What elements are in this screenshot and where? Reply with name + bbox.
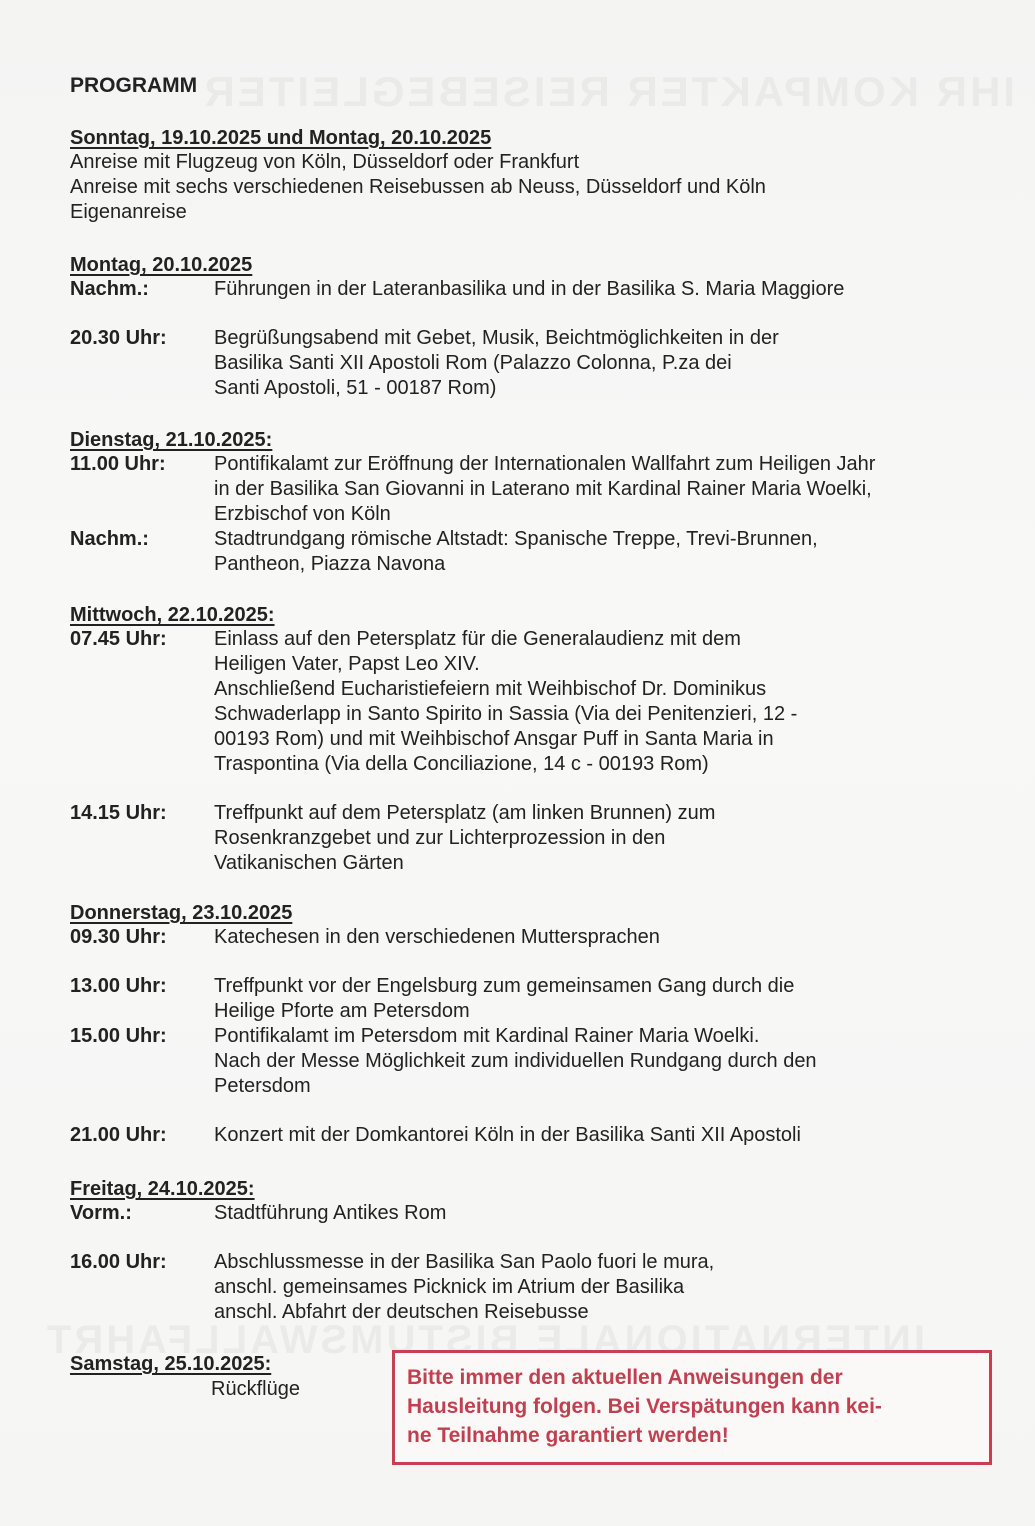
schedule-entry	[70, 801, 980, 876]
entry-time: 15.00 Uhr:	[70, 1025, 167, 1047]
day-heading: Samstag, 25.10.2025:	[70, 1353, 272, 1375]
day-heading: Mittwoch, 22.10.2025:	[70, 604, 275, 626]
schedule-entry	[70, 1250, 980, 1325]
entry-description: Konzert mit der Domkantorei Köln in der Basilika Santi XII Apostoli	[214, 1124, 801, 1146]
entry-time: Vorm.:	[70, 1202, 132, 1224]
day-section	[70, 603, 980, 876]
watermark-top	[201, 68, 1015, 116]
schedule-entry	[70, 1024, 980, 1099]
entry-time: 21.00 Uhr:	[70, 1124, 167, 1146]
entry-time: 09.30 Uhr:	[70, 926, 167, 948]
entry-description: Stadtführung Antikes Rom	[214, 1202, 447, 1224]
day-heading: Dienstag, 21.10.2025:	[70, 429, 273, 451]
entry-description: Treffpunkt vor der Engelsburg zum gemeinsamen Gang durch die Heilige Pforte am Petersdom	[214, 975, 795, 1022]
entry-description: Pontifikalamt zur Eröffnung der Internationalen Wallfahrt zum Heiligen Jahr in der Basilika San Giovanni in Laterano mit Kardinal Rainer Maria Woelki, Erzbischof von Köln	[214, 453, 876, 525]
schedule-entry	[70, 1123, 980, 1148]
arrival-line: Eigenanreise	[70, 201, 187, 223]
schedule-entry	[70, 925, 980, 950]
day-section	[70, 253, 980, 401]
day-heading: Freitag, 24.10.2025:	[70, 1178, 255, 1200]
schedule-entry	[70, 326, 980, 401]
entry-description: Führungen in der Lateranbasilika und in der Basilika S. Maria Maggiore	[214, 278, 845, 300]
day-section	[70, 1177, 980, 1325]
entry-time: 07.45 Uhr:	[70, 628, 167, 650]
arrival-line: Anreise mit Flugzeug von Köln, Düsseldorf oder Frankfurt	[70, 151, 580, 173]
entry-time: Nachm.:	[70, 528, 149, 550]
day-heading: Sonntag, 19.10.2025 und Montag, 20.10.2025	[70, 127, 492, 149]
return-flights: Rückflüge	[211, 1378, 300, 1400]
day-heading: Donnerstag, 23.10.2025	[70, 902, 293, 924]
entry-description: Begrüßungsabend mit Gebet, Musik, Beichtmöglichkeiten in der Basilika Santi XII Apostoli Rom (Palazzo Colonna, P.za dei Santi Apostoli, 51 - 00187 Rom)	[214, 327, 779, 399]
day-section	[70, 126, 980, 225]
day-heading: Montag, 20.10.2025	[70, 254, 253, 276]
day-section	[70, 901, 980, 1148]
schedule-entry	[70, 527, 980, 577]
entry-description: Katechesen in den verschiedenen Muttersprachen	[214, 926, 660, 948]
entry-time: Nachm.:	[70, 278, 149, 300]
notice-text: Bitte immer den aktuellen Anweisungen der Hausleitung folgen. Bei Verspätungen kann kei- ne Teilnahme garantiert werden!	[407, 1366, 882, 1447]
entry-description: Treffpunkt auf dem Petersplatz (am linken Brunnen) zum Rosenkranzgebet und zur Lichterprozession in den Vatikanischen Gärten	[214, 802, 716, 874]
day-section	[70, 428, 980, 577]
schedule-entry	[70, 452, 980, 527]
notice-box	[392, 1350, 992, 1465]
entry-time: 14.15 Uhr:	[70, 802, 167, 824]
schedule-entry	[70, 1201, 980, 1226]
arrival-line: Anreise mit sechs verschiedenen Reisebussen ab Neuss, Düsseldorf und Köln	[70, 176, 766, 198]
entry-description: Einlass auf den Petersplatz für die Generalaudienz mit dem Heiligen Vater, Papst Leo XIV. Anschließend Eucharistiefeiern mit Weihbischof Dr. Dominikus Schwaderlapp in Santo Spirito in Sassia (Via dei Penitenzieri, 12 - 00193 Rom) und mit Weihbischof Ansgar Puff in Santa Maria in Traspontina (Via della Conciliazione, 14 c - 00193 Rom)	[214, 628, 798, 775]
schedule-entry	[70, 627, 980, 777]
page-title: PROGRAMM	[70, 74, 198, 97]
entry-time: 11.00 Uhr:	[70, 453, 166, 475]
entry-time: 20.30 Uhr:	[70, 327, 167, 349]
entry-description: Stadtrundgang römische Altstadt: Spanische Treppe, Trevi-Brunnen, Pantheon, Piazza Navona	[214, 528, 818, 575]
schedule-entry	[70, 974, 980, 1024]
entry-time: 13.00 Uhr:	[70, 975, 167, 997]
schedule-entry	[70, 277, 980, 302]
entry-description: Pontifikalamt im Petersdom mit Kardinal Rainer Maria Woelki. Nach der Messe Möglichkeit zum individuellen Rundgang durch den Petersdom	[214, 1025, 817, 1097]
entry-time: 16.00 Uhr:	[70, 1251, 167, 1273]
entry-description: Abschlussmesse in der Basilika San Paolo fuori le mura, anschl. gemeinsames Picknick im Atrium der Basilika anschl. Abfahrt der deutschen Reisebusse	[214, 1251, 715, 1323]
